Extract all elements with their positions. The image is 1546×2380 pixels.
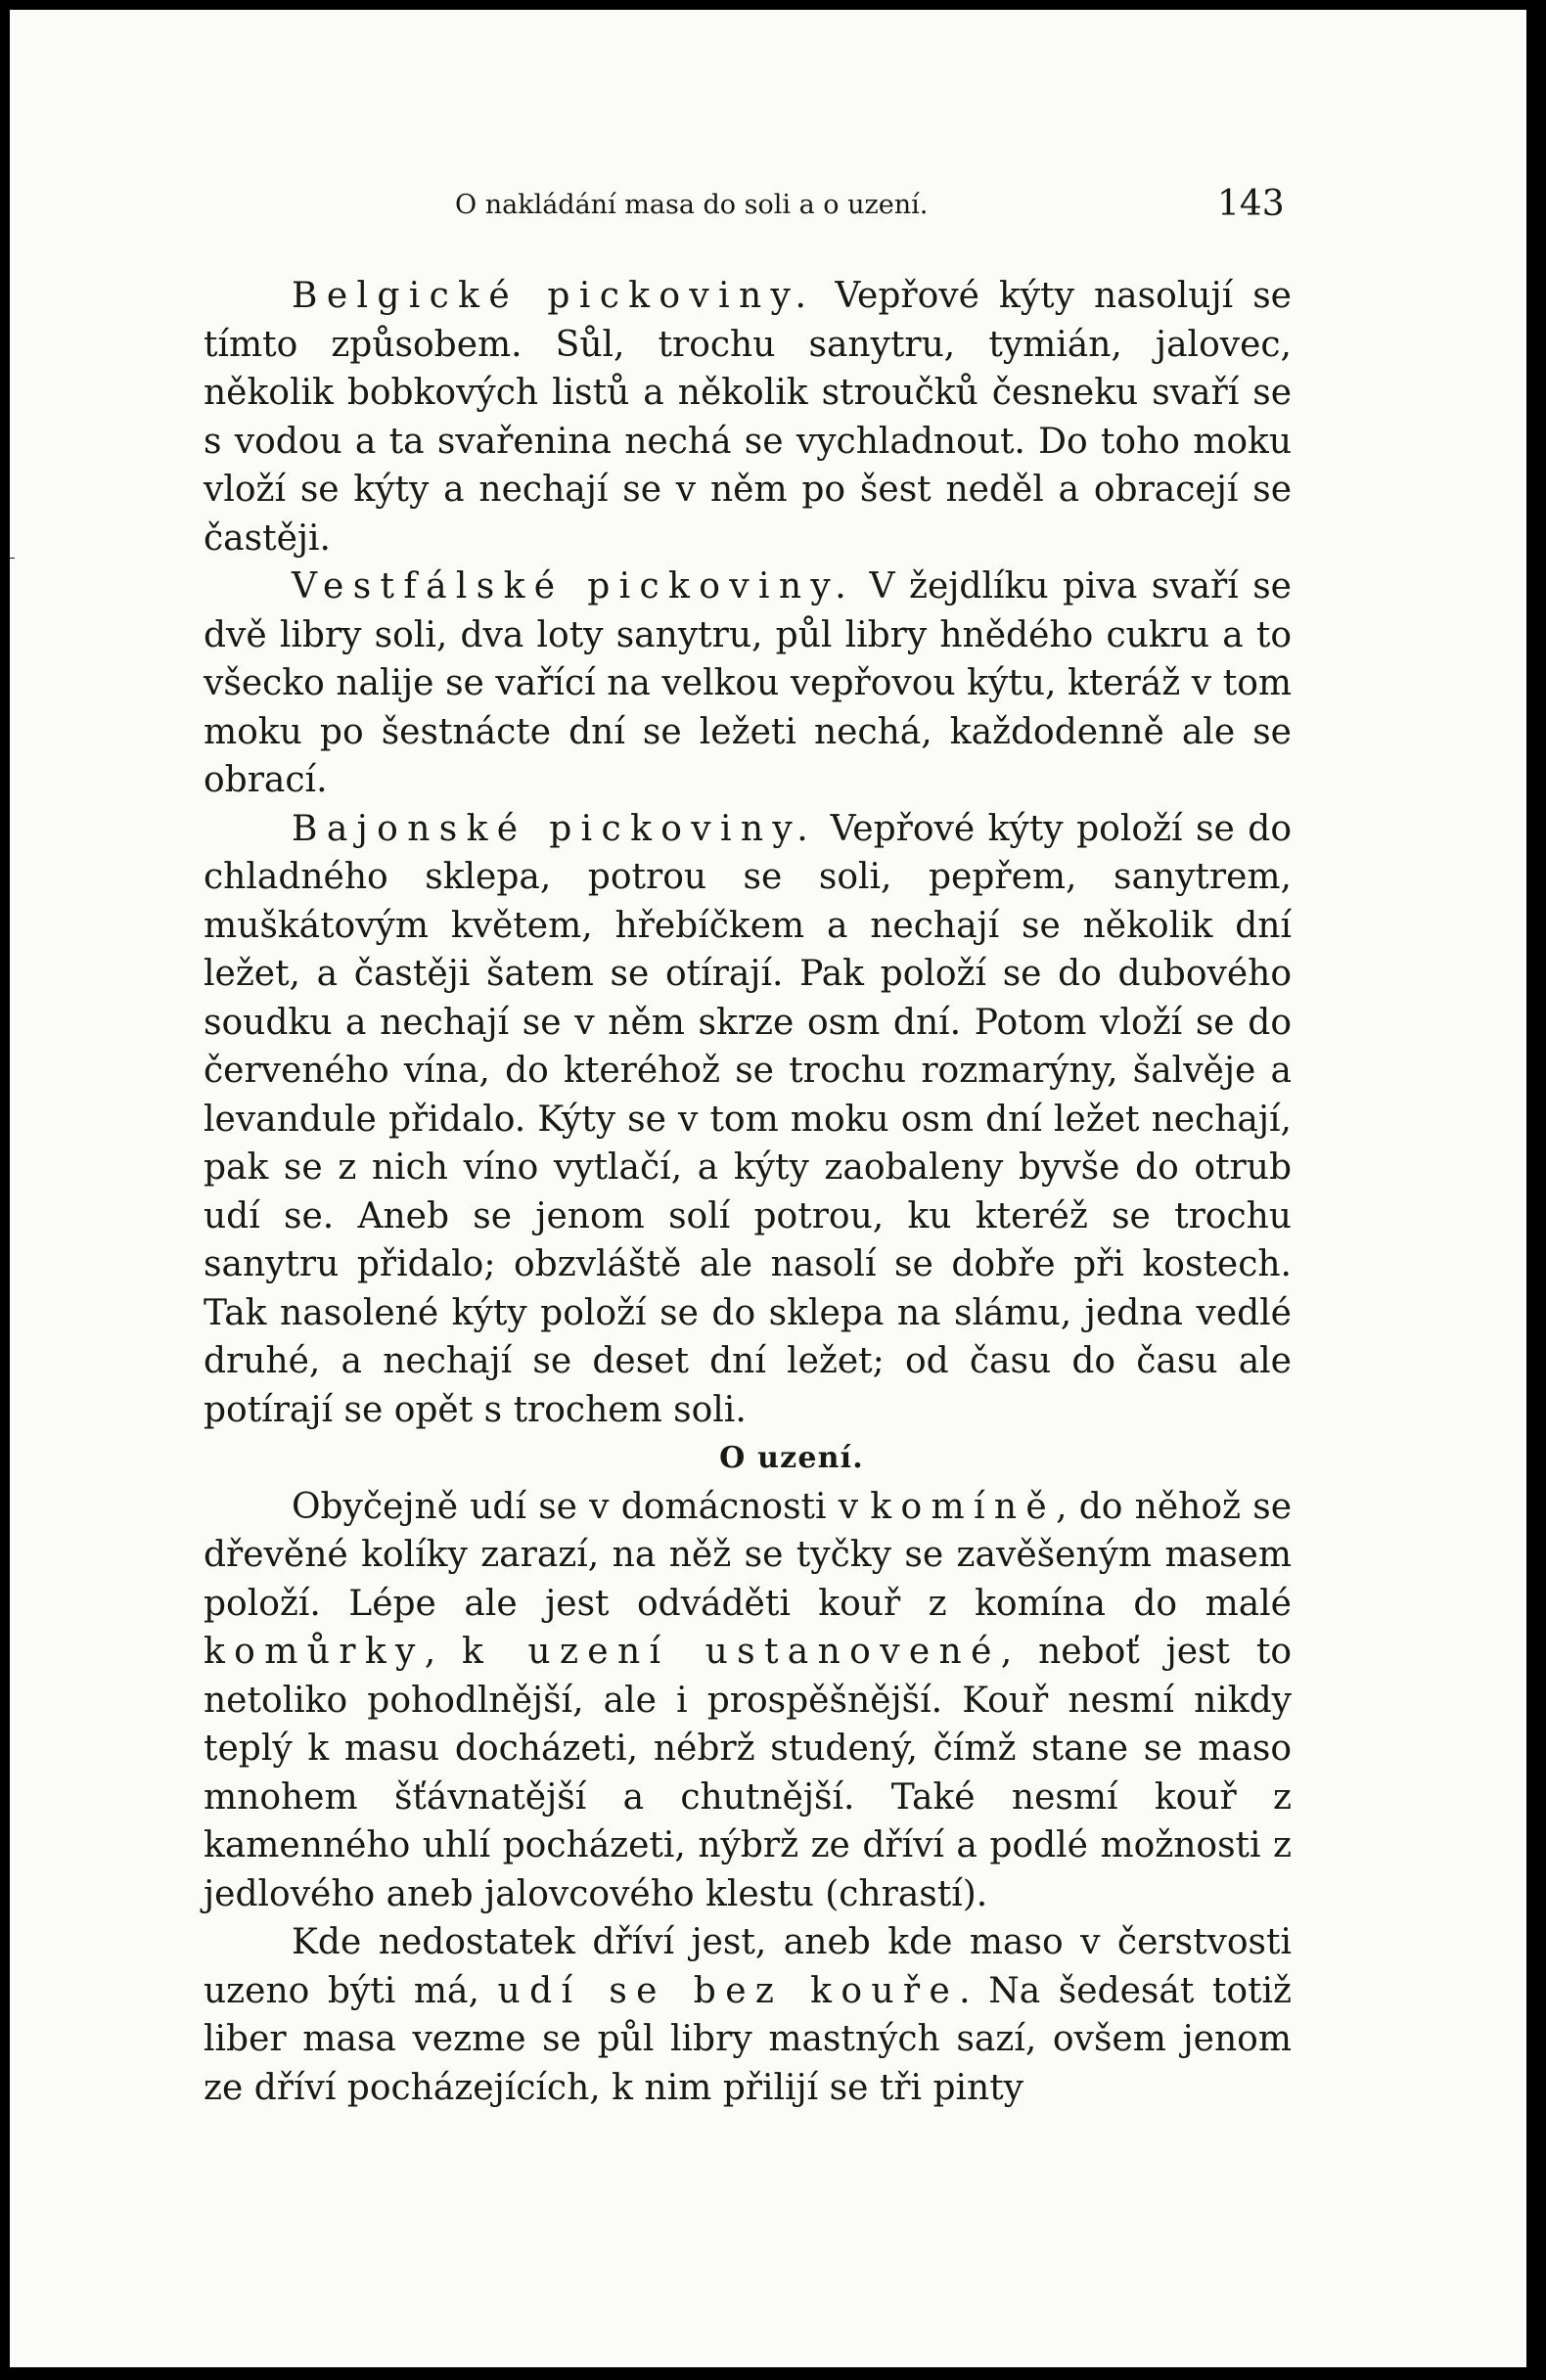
emphasis-run: k uzení ustanovené [462, 1632, 1001, 1672]
paragraph-term: Belgické pickoviny. [292, 276, 816, 316]
paragraph-term: Vestfálské pickoviny. [292, 566, 856, 606]
paragraph-text: Vepřové kýty nasolují se tímto způsobem. Sůl, trochu sanytru, tymián, jalovec, několik bobkových listů a několik stroučků česneku svaří se s vodou a ta svařenina nechá se vychladnout. Do toho moku vloží se kýty a nechají se v něm po šest neděl a obracejí se častěji. [204, 276, 1292, 559]
text-run: . Na šedesát totiž liber masa vezme se půl libry mastných sazí, ovšem jenom ze dříví pocházejících, k nim přilijí se tři pinty [204, 1970, 1292, 2108]
paragraph-term: Bajonské pickoviny. [292, 808, 818, 849]
spine-shadow [10, 558, 15, 559]
emphasis-run: udí se bez kouře [497, 1970, 960, 2011]
paragraph-smoking-general [204, 1483, 1292, 1919]
body-text [204, 272, 1292, 2112]
text-run: , do něhož se dřevěné kolíky zarazí, na něž se tyčky se zavěšeným masem položí. Lépe ale jest odváděti kouř z komína do malé [204, 1486, 1292, 1624]
paragraph-smokeless [204, 1918, 1292, 2112]
page-number: 143 [1217, 184, 1285, 224]
text-run: , neboť jest to netoliko pohodlnější, ale i prospěšnější. Kouř nesmí nikdy teplý k masu docházeti, nébrž studený, čímž stane se maso mnohem šťávnatější a chutnější. Také nesmí kouř z kamenného uhlí pocházeti, nýbrž ze dříví a podlé možnosti z jedlového aneb jalovcového klestu (chrastí). [204, 1632, 1293, 1914]
page-header [10, 184, 1526, 243]
paragraph-belgian-pickles [204, 272, 1292, 562]
text-run: , [424, 1632, 463, 1672]
paragraph-text: Vepřové kýty položí se do chladného sklepa, potrou se soli, pepřem, sanytrem, muškátovým květem, hřebíčkem a nechají se několik dní ležet, a častěji šatem se otírají. Pak položí se do dubového soudku a nechají se v něm skrze osm dní. Potom vloží se do červeného vína, do kteréhož se trochu rozmarýny, šalvěje a levandule přidalo. Kýty se v tom moku osm dní ležet nechají, pak se z nich víno vytlačí, a kýty zaobaleny byvše do otrub udí se. Aneb se jenom solí potrou, ku kteréž se trochu sanytru přidalo; obzvláště ale nasolí se dobře při kostech. Tak nasolené kýty položí se do sklepa na slámu, jedna vedlé druhé, a nechají se deset dní ležet; od času do času ale potírají se opět s trochem soli. [204, 808, 1292, 1430]
book-page [10, 10, 1526, 2367]
emphasis-run: komůrky [204, 1632, 425, 1672]
paragraph-westphalian-pickles [204, 562, 1292, 805]
paragraph-text: V žejdlíku piva svaří se dvě libry soli, dva loty sanytru, půl libry hnědého cukru a to všecko nalije se vařící na velkou vepřovou kýtu, kteráž v tom moku po šestnácte dní se ležeti nechá, každodenně ale se obrací. [204, 566, 1292, 800]
paragraph-bayonne-pickles [204, 805, 1292, 1435]
emphasis-run: komíně [870, 1486, 1057, 1527]
running-head: O nakládání masa do soli a o uzení. [455, 190, 929, 220]
text-run: Kde nedostatek dříví jest, aneb kde maso v čerstvosti uzeno býti má, [204, 1922, 1292, 2011]
section-heading: O uzení. [719, 1441, 864, 1475]
text-run: Obyčejně udí se v domácnosti v [292, 1486, 871, 1527]
